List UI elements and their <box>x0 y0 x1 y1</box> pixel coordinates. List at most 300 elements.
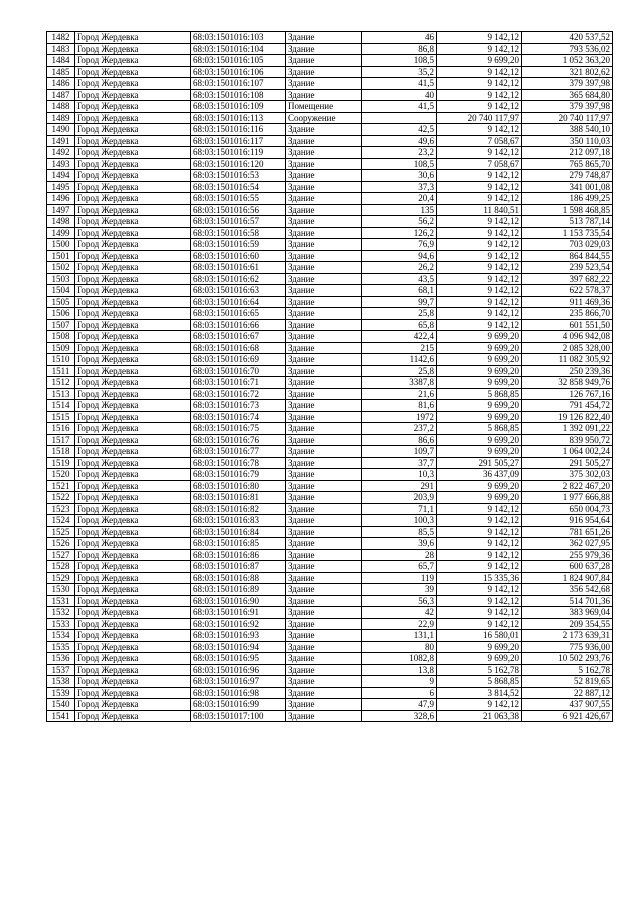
cadastral-number-cell: 68:03:1501016:108 <box>191 89 286 101</box>
city-cell: Город Жердевка <box>75 193 191 205</box>
table-row <box>47 434 613 446</box>
area-cell: 80 <box>362 641 437 653</box>
cadastral-number-cell: 68:03:1501016:74 <box>191 411 286 423</box>
city-cell: Город Жердевка <box>75 354 191 366</box>
object-type-cell: Здание <box>286 687 362 699</box>
unit-value-cell: 9 142,12 <box>437 273 522 285</box>
row-number-cell: 1515 <box>47 411 75 423</box>
table-row <box>47 227 613 239</box>
area-cell: 422,4 <box>362 331 437 343</box>
row-number-cell: 1507 <box>47 319 75 331</box>
unit-value-cell: 20 740 117,97 <box>437 112 522 124</box>
cadastral-value-cell: 775 936,00 <box>522 641 613 653</box>
area-cell: 215 <box>362 342 437 354</box>
cadastral-value-cell: 379 397,98 <box>522 78 613 90</box>
area-cell: 39 <box>362 584 437 596</box>
table-row <box>47 641 613 653</box>
unit-value-cell: 9 142,12 <box>437 526 522 538</box>
cadastral-value-cell: 209 354,55 <box>522 618 613 630</box>
row-number-cell: 1518 <box>47 446 75 458</box>
city-cell: Город Жердевка <box>75 262 191 274</box>
city-cell: Город Жердевка <box>75 250 191 262</box>
cadastral-value-cell: 2 173 639,31 <box>522 630 613 642</box>
cadastral-value-cell: 6 921 426,67 <box>522 710 613 722</box>
area-cell: 1082,8 <box>362 653 437 665</box>
unit-value-cell: 5 868,85 <box>437 388 522 400</box>
table-row <box>47 32 613 44</box>
object-type-cell: Здание <box>286 285 362 297</box>
cadastral-value-cell: 791 454,72 <box>522 400 613 412</box>
row-number-cell: 1495 <box>47 181 75 193</box>
table-row <box>47 204 613 216</box>
row-number-cell: 1529 <box>47 572 75 584</box>
row-number-cell: 1520 <box>47 469 75 481</box>
cadastral-value-cell: 239 523,54 <box>522 262 613 274</box>
object-type-cell: Здание <box>286 43 362 55</box>
unit-value-cell: 9 142,12 <box>437 262 522 274</box>
city-cell: Город Жердевка <box>75 124 191 136</box>
area-cell: 9 <box>362 676 437 688</box>
cadastral-number-cell: 68:03:1501016:119 <box>191 147 286 159</box>
row-number-cell: 1505 <box>47 296 75 308</box>
object-type-cell: Здание <box>286 423 362 435</box>
object-type-cell: Здание <box>286 457 362 469</box>
table-row <box>47 331 613 343</box>
unit-value-cell: 291 505,27 <box>437 457 522 469</box>
row-number-cell: 1484 <box>47 55 75 67</box>
table-row <box>47 43 613 55</box>
cadastral-value-cell: 1 392 091,22 <box>522 423 613 435</box>
cadastral-number-cell: 68:03:1501016:83 <box>191 515 286 527</box>
area-cell: 65,7 <box>362 561 437 573</box>
table-row <box>47 710 613 722</box>
city-cell: Город Жердевка <box>75 55 191 67</box>
area-cell: 10,3 <box>362 469 437 481</box>
cadastral-value-cell: 793 536,02 <box>522 43 613 55</box>
cadastral-value-cell: 1 064 002,24 <box>522 446 613 458</box>
cadastral-value-cell: 19 126 822,40 <box>522 411 613 423</box>
city-cell: Город Жердевка <box>75 181 191 193</box>
object-type-cell: Здание <box>286 480 362 492</box>
city-cell: Город Жердевка <box>75 503 191 515</box>
cadastral-value-cell: 32 858 949,76 <box>522 377 613 389</box>
unit-value-cell: 9 142,12 <box>437 66 522 78</box>
city-cell: Город Жердевка <box>75 699 191 711</box>
city-cell: Город Жердевка <box>75 101 191 113</box>
cadastral-number-cell: 68:03:1501016:68 <box>191 342 286 354</box>
row-number-cell: 1497 <box>47 204 75 216</box>
cadastral-number-cell: 68:03:1501016:113 <box>191 112 286 124</box>
table-row <box>47 377 613 389</box>
object-type-cell: Здание <box>286 538 362 550</box>
object-type-cell: Помещение <box>286 101 362 113</box>
city-cell: Город Жердевка <box>75 78 191 90</box>
row-number-cell: 1486 <box>47 78 75 90</box>
unit-value-cell: 9 142,12 <box>437 699 522 711</box>
cadastral-number-cell: 68:03:1501016:109 <box>191 101 286 113</box>
table-row <box>47 503 613 515</box>
cadastral-number-cell: 68:03:1501016:92 <box>191 618 286 630</box>
row-number-cell: 1506 <box>47 308 75 320</box>
area-cell: 328,6 <box>362 710 437 722</box>
city-cell: Город Жердевка <box>75 239 191 251</box>
object-type-cell: Здание <box>286 250 362 262</box>
city-cell: Город Жердевка <box>75 561 191 573</box>
object-type-cell: Здание <box>286 515 362 527</box>
city-cell: Город Жердевка <box>75 492 191 504</box>
area-cell: 108,5 <box>362 158 437 170</box>
row-number-cell: 1530 <box>47 584 75 596</box>
table-row <box>47 664 613 676</box>
object-type-cell: Здание <box>286 262 362 274</box>
cadastral-value-cell: 383 969,04 <box>522 607 613 619</box>
city-cell: Город Жердевка <box>75 296 191 308</box>
area-cell: 131,1 <box>362 630 437 642</box>
object-type-cell: Здание <box>286 503 362 515</box>
object-type-cell: Здание <box>286 434 362 446</box>
unit-value-cell: 9 142,12 <box>437 227 522 239</box>
cadastral-number-cell: 68:03:1501016:90 <box>191 595 286 607</box>
row-number-cell: 1482 <box>47 32 75 44</box>
city-cell: Город Жердевка <box>75 584 191 596</box>
table-row <box>47 112 613 124</box>
table-row <box>47 400 613 412</box>
cadastral-number-cell: 68:03:1501016:88 <box>191 572 286 584</box>
area-cell: 71,1 <box>362 503 437 515</box>
table-row <box>47 124 613 136</box>
table-row <box>47 457 613 469</box>
city-cell: Город Жердевка <box>75 400 191 412</box>
cadastral-number-cell: 68:03:1501016:67 <box>191 331 286 343</box>
cadastral-value-cell: 420 537,52 <box>522 32 613 44</box>
area-cell: 108,5 <box>362 55 437 67</box>
area-cell: 86,6 <box>362 434 437 446</box>
cadastral-number-cell: 68:03:1501016:80 <box>191 480 286 492</box>
object-type-cell: Здание <box>286 584 362 596</box>
table-row <box>47 618 613 630</box>
city-cell: Город Жердевка <box>75 446 191 458</box>
area-cell: 109,7 <box>362 446 437 458</box>
object-type-cell: Здание <box>286 641 362 653</box>
area-cell: 68,1 <box>362 285 437 297</box>
unit-value-cell: 11 840,51 <box>437 204 522 216</box>
unit-value-cell: 9 142,12 <box>437 549 522 561</box>
unit-value-cell: 9 142,12 <box>437 216 522 228</box>
cadastral-value-cell: 1 153 735,54 <box>522 227 613 239</box>
object-type-cell: Здание <box>286 296 362 308</box>
object-type-cell: Здание <box>286 607 362 619</box>
table-row <box>47 630 613 642</box>
unit-value-cell: 9 699,20 <box>437 641 522 653</box>
city-cell: Город Жердевка <box>75 66 191 78</box>
table-row <box>47 687 613 699</box>
cadastral-value-cell: 4 096 942,08 <box>522 331 613 343</box>
cadastral-number-cell: 68:03:1501016:86 <box>191 549 286 561</box>
row-number-cell: 1494 <box>47 170 75 182</box>
row-number-cell: 1504 <box>47 285 75 297</box>
cadastral-number-cell: 68:03:1501016:95 <box>191 653 286 665</box>
table-body <box>47 32 613 722</box>
cadastral-number-cell: 68:03:1501016:98 <box>191 687 286 699</box>
cadastral-number-cell: 68:03:1501016:116 <box>191 124 286 136</box>
area-cell: 119 <box>362 572 437 584</box>
table-row <box>47 676 613 688</box>
cadastral-value-cell: 600 637,28 <box>522 561 613 573</box>
cadastral-value-cell: 397 682,22 <box>522 273 613 285</box>
row-number-cell: 1501 <box>47 250 75 262</box>
city-cell: Город Жердевка <box>75 411 191 423</box>
cadastral-number-cell: 68:03:1501016:96 <box>191 664 286 676</box>
row-number-cell: 1523 <box>47 503 75 515</box>
row-number-cell: 1539 <box>47 687 75 699</box>
unit-value-cell: 9 699,20 <box>437 342 522 354</box>
object-type-cell: Здание <box>286 377 362 389</box>
unit-value-cell: 9 142,12 <box>437 584 522 596</box>
area-cell: 3387,8 <box>362 377 437 389</box>
unit-value-cell: 9 699,20 <box>437 377 522 389</box>
cadastral-value-cell: 20 740 117,97 <box>522 112 613 124</box>
area-cell: 21,6 <box>362 388 437 400</box>
cadastral-value-cell: 10 502 293,76 <box>522 653 613 665</box>
row-number-cell: 1536 <box>47 653 75 665</box>
unit-value-cell: 9 142,12 <box>437 124 522 136</box>
row-number-cell: 1510 <box>47 354 75 366</box>
cadastral-value-cell: 2 822 467,20 <box>522 480 613 492</box>
area-cell <box>362 112 437 124</box>
cadastral-value-cell: 864 844,55 <box>522 250 613 262</box>
area-cell: 81,6 <box>362 400 437 412</box>
unit-value-cell: 9 142,12 <box>437 296 522 308</box>
table-row <box>47 285 613 297</box>
table-row <box>47 101 613 113</box>
area-cell: 30,6 <box>362 170 437 182</box>
unit-value-cell: 9 699,20 <box>437 400 522 412</box>
area-cell: 237,2 <box>362 423 437 435</box>
cadastral-number-cell: 68:03:1501016:64 <box>191 296 286 308</box>
table-row <box>47 158 613 170</box>
city-cell: Город Жердевка <box>75 423 191 435</box>
city-cell: Город Жердевка <box>75 641 191 653</box>
unit-value-cell: 7 058,67 <box>437 135 522 147</box>
table-row <box>47 354 613 366</box>
object-type-cell: Здание <box>286 89 362 101</box>
unit-value-cell: 9 142,12 <box>437 319 522 331</box>
table-row <box>47 181 613 193</box>
object-type-cell: Здание <box>286 273 362 285</box>
city-cell: Город Жердевка <box>75 664 191 676</box>
cadastral-number-cell: 68:03:1501016:63 <box>191 285 286 297</box>
city-cell: Город Жердевка <box>75 204 191 216</box>
row-number-cell: 1522 <box>47 492 75 504</box>
unit-value-cell: 9 142,12 <box>437 170 522 182</box>
city-cell: Город Жердевка <box>75 216 191 228</box>
object-type-cell: Здание <box>286 319 362 331</box>
area-cell: 85,5 <box>362 526 437 538</box>
area-cell: 25,8 <box>362 308 437 320</box>
cadastral-number-cell: 68:03:1501016:85 <box>191 538 286 550</box>
cadastral-number-cell: 68:03:1501016:87 <box>191 561 286 573</box>
table-row <box>47 78 613 90</box>
property-register-table <box>46 31 613 722</box>
object-type-cell: Здание <box>286 549 362 561</box>
unit-value-cell: 9 142,12 <box>437 32 522 44</box>
object-type-cell: Здание <box>286 526 362 538</box>
city-cell: Город Жердевка <box>75 158 191 170</box>
table-row <box>47 584 613 596</box>
city-cell: Город Жердевка <box>75 618 191 630</box>
object-type-cell: Здание <box>286 331 362 343</box>
table-row <box>47 342 613 354</box>
city-cell: Город Жердевка <box>75 319 191 331</box>
object-type-cell: Здание <box>286 147 362 159</box>
cadastral-number-cell: 68:03:1501016:104 <box>191 43 286 55</box>
unit-value-cell: 3 814,52 <box>437 687 522 699</box>
unit-value-cell: 9 142,12 <box>437 607 522 619</box>
row-number-cell: 1496 <box>47 193 75 205</box>
cadastral-value-cell: 52 819,65 <box>522 676 613 688</box>
unit-value-cell: 9 699,20 <box>437 354 522 366</box>
cadastral-number-cell: 68:03:1501016:65 <box>191 308 286 320</box>
object-type-cell: Здание <box>286 32 362 44</box>
area-cell: 99,7 <box>362 296 437 308</box>
area-cell: 100,3 <box>362 515 437 527</box>
area-cell: 135 <box>362 204 437 216</box>
city-cell: Город Жердевка <box>75 607 191 619</box>
cadastral-number-cell: 68:03:1501016:55 <box>191 193 286 205</box>
table-row <box>47 308 613 320</box>
row-number-cell: 1537 <box>47 664 75 676</box>
row-number-cell: 1487 <box>47 89 75 101</box>
row-number-cell: 1521 <box>47 480 75 492</box>
city-cell: Город Жердевка <box>75 135 191 147</box>
table-row <box>47 492 613 504</box>
unit-value-cell: 9 142,12 <box>437 308 522 320</box>
cadastral-value-cell: 2 085 328,00 <box>522 342 613 354</box>
object-type-cell: Здание <box>286 400 362 412</box>
table-row <box>47 55 613 67</box>
table-row <box>47 239 613 251</box>
table-row <box>47 250 613 262</box>
cadastral-value-cell: 1 977 666,88 <box>522 492 613 504</box>
cadastral-number-cell: 68:03:1501016:54 <box>191 181 286 193</box>
area-cell: 41,5 <box>362 101 437 113</box>
cadastral-number-cell: 68:03:1501016:66 <box>191 319 286 331</box>
object-type-cell: Здание <box>286 595 362 607</box>
cadastral-number-cell: 68:03:1501016:97 <box>191 676 286 688</box>
cadastral-number-cell: 68:03:1501016:77 <box>191 446 286 458</box>
cadastral-number-cell: 68:03:1501016:71 <box>191 377 286 389</box>
table-row <box>47 549 613 561</box>
area-cell: 203,9 <box>362 492 437 504</box>
object-type-cell: Здание <box>286 618 362 630</box>
cadastral-value-cell: 126 767,16 <box>522 388 613 400</box>
cadastral-number-cell: 68:03:1501016:106 <box>191 66 286 78</box>
city-cell: Город Жердевка <box>75 434 191 446</box>
cadastral-value-cell: 839 950,72 <box>522 434 613 446</box>
object-type-cell: Здание <box>286 446 362 458</box>
cadastral-value-cell: 703 029,03 <box>522 239 613 251</box>
cadastral-number-cell: 68:03:1501016:57 <box>191 216 286 228</box>
row-number-cell: 1485 <box>47 66 75 78</box>
object-type-cell: Здание <box>286 239 362 251</box>
row-number-cell: 1514 <box>47 400 75 412</box>
cadastral-number-cell: 68:03:1501016:94 <box>191 641 286 653</box>
table-row <box>47 365 613 377</box>
table-row <box>47 480 613 492</box>
object-type-cell: Здание <box>286 158 362 170</box>
cadastral-number-cell: 68:03:1501016:103 <box>191 32 286 44</box>
unit-value-cell: 9 699,20 <box>437 480 522 492</box>
object-type-cell: Здание <box>286 653 362 665</box>
cadastral-value-cell: 765 865,70 <box>522 158 613 170</box>
cadastral-number-cell: 68:03:1501016:58 <box>191 227 286 239</box>
area-cell: 1972 <box>362 411 437 423</box>
cadastral-number-cell: 68:03:1501016:81 <box>191 492 286 504</box>
cadastral-number-cell: 68:03:1501016:73 <box>191 400 286 412</box>
cadastral-number-cell: 68:03:1501016:120 <box>191 158 286 170</box>
table-row <box>47 216 613 228</box>
table-row <box>47 296 613 308</box>
city-cell: Город Жердевка <box>75 710 191 722</box>
table-row <box>47 526 613 538</box>
cadastral-value-cell: 321 802,62 <box>522 66 613 78</box>
unit-value-cell: 9 699,20 <box>437 653 522 665</box>
object-type-cell: Здание <box>286 124 362 136</box>
table-row <box>47 595 613 607</box>
object-type-cell: Здание <box>286 135 362 147</box>
row-number-cell: 1534 <box>47 630 75 642</box>
cadastral-value-cell: 1 598 468,85 <box>522 204 613 216</box>
cadastral-number-cell: 68:03:1501016:72 <box>191 388 286 400</box>
unit-value-cell: 9 699,20 <box>437 446 522 458</box>
area-cell: 41,5 <box>362 78 437 90</box>
row-number-cell: 1483 <box>47 43 75 55</box>
cadastral-number-cell: 68:03:1501016:78 <box>191 457 286 469</box>
row-number-cell: 1517 <box>47 434 75 446</box>
object-type-cell: Здание <box>286 630 362 642</box>
city-cell: Город Жердевка <box>75 273 191 285</box>
cadastral-value-cell: 622 578,37 <box>522 285 613 297</box>
city-cell: Город Жердевка <box>75 377 191 389</box>
object-type-cell: Здание <box>286 181 362 193</box>
unit-value-cell: 9 699,20 <box>437 411 522 423</box>
city-cell: Город Жердевка <box>75 308 191 320</box>
cadastral-value-cell: 250 239,36 <box>522 365 613 377</box>
row-number-cell: 1541 <box>47 710 75 722</box>
row-number-cell: 1511 <box>47 365 75 377</box>
unit-value-cell: 9 699,20 <box>437 492 522 504</box>
cadastral-number-cell: 68:03:1501016:82 <box>191 503 286 515</box>
table-row <box>47 262 613 274</box>
cadastral-number-cell: 68:03:1501016:93 <box>191 630 286 642</box>
cadastral-value-cell: 11 082 305,92 <box>522 354 613 366</box>
city-cell: Город Жердевка <box>75 112 191 124</box>
city-cell: Город Жердевка <box>75 526 191 538</box>
cadastral-value-cell: 279 748,87 <box>522 170 613 182</box>
unit-value-cell: 9 142,12 <box>437 78 522 90</box>
unit-value-cell: 21 063,38 <box>437 710 522 722</box>
area-cell: 20,4 <box>362 193 437 205</box>
table-row <box>47 193 613 205</box>
cadastral-value-cell: 186 499,25 <box>522 193 613 205</box>
area-cell: 291 <box>362 480 437 492</box>
object-type-cell: Здание <box>286 388 362 400</box>
unit-value-cell: 5 868,85 <box>437 423 522 435</box>
cadastral-number-cell: 68:03:1501017:100 <box>191 710 286 722</box>
object-type-cell: Здание <box>286 216 362 228</box>
row-number-cell: 1490 <box>47 124 75 136</box>
table-row <box>47 89 613 101</box>
